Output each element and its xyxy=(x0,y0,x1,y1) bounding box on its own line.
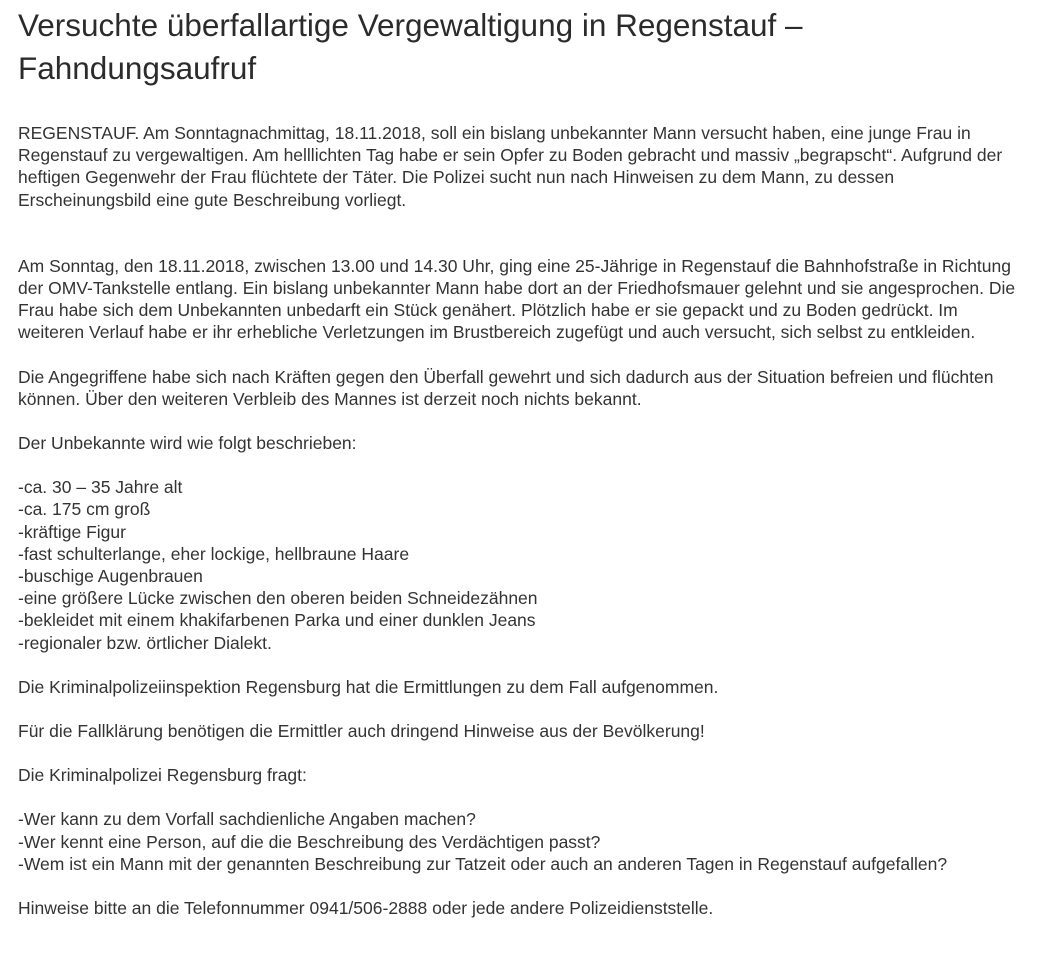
description-item-height: -ca. 175 cm groß xyxy=(18,499,151,520)
description-item-build: -kräftige Figur xyxy=(18,521,126,542)
spacer xyxy=(18,742,1028,764)
closing-paragraph: Hinweise bitte an die Telefonnummer 0941/506-2888 oder jede andere Polizeidienststelle. xyxy=(18,898,714,919)
description-item-eyebrows: -buschige Augenbrauen xyxy=(18,566,203,587)
article-body xyxy=(18,122,1028,919)
description-item-clothing: -bekleidet mit einem khakifarbenen Parka und einer dunklen Jeans xyxy=(18,610,536,631)
description-intro: Der Unbekannte wird wie folgt beschrieben: xyxy=(18,433,357,454)
spacer xyxy=(18,454,1028,476)
questions-list xyxy=(18,808,1028,875)
lead-paragraph: REGENSTAUF. Am Sonntagnachmittag, 18.11.2018, soll ein bislang unbekannter Mann versucht haben, eine junge Frau in Regenstauf zu vergewaltigen. Am helllichten Tag habe er sein Opfer zu Boden gebracht und massiv „begrapscht“. Aufgrund der heftigen Gegenwehr der Frau flüchtete der Täter. Die Polizei sucht nun nach Hinweisen zu dem Mann, zu dessen Erscheinungsbild eine gute Beschreibung vorliegt. xyxy=(18,123,1003,210)
question-item: -Wer kann zu dem Vorfall sachdienliche Angaben machen? xyxy=(18,809,476,830)
investigation-paragraph: Die Kriminalpolizeiinspektion Regensburg hat die Ermittlungen zu dem Fall aufgenommen. xyxy=(18,676,719,697)
description-item-age: -ca. 30 – 35 Jahre alt xyxy=(18,477,183,498)
spacer xyxy=(18,875,1028,897)
article-title: Versuchte überfallartige Vergewaltigung in Regenstauf – Fahndungsaufruf xyxy=(18,7,803,86)
appeal-paragraph: Für die Fallklärung benötigen die Ermittler auch dringend Hinweise aus der Bevölkerung! xyxy=(18,721,705,742)
incident-paragraph: Am Sonntag, den 18.11.2018, zwischen 13.00 und 14.30 Uhr, ging eine 25-Jährige in Regenstauf die Bahnhofstraße in Richtung der OMV-Tankstelle entlang. Ein bislang unbekannter Mann habe dort an der Friedhofsmauer gelehnt und sie angesprochen. Die Frau habe sich dem Unbekannten unbedarft ein Stück genähert. Plötzlich habe er sie gepackt und zu Boden gedrückt. Im weiteren Verlauf habe er ihr erhebliche Verletzungen im Brustbereich zugefügt und auch versucht, sich selbst zu entkleiden. xyxy=(18,255,1016,343)
description-list xyxy=(18,476,1028,654)
description-item-dialect: -regionaler bzw. örtlicher Dialekt. xyxy=(18,632,272,653)
escape-paragraph: Die Angegriffene habe sich nach Kräften gegen den Überfall gewehrt und sich dadurch aus der Situation befreien und flüchten können. Über den weiteren Verbleib des Mannes ist derzeit noch nichts bekannt. xyxy=(18,366,994,409)
description-item-hair: -fast schulterlange, eher lockige, hellbraune Haare xyxy=(18,543,410,564)
spacer xyxy=(18,698,1028,720)
description-item-teeth: -eine größere Lücke zwischen den oberen beiden Schneidezähnen xyxy=(18,588,538,609)
question-item: -Wem ist ein Mann mit der genannten Beschreibung zur Tatzeit oder auch an anderen Tagen in Regenstauf aufgefallen? xyxy=(18,853,948,874)
article xyxy=(18,0,1028,919)
spacer xyxy=(18,410,1028,432)
spacer xyxy=(18,211,1028,255)
questions-intro: Die Kriminalpolizei Regensburg fragt: xyxy=(18,765,307,786)
spacer xyxy=(18,344,1028,366)
question-item: -Wer kennt eine Person, auf die die Beschreibung des Verdächtigen passt? xyxy=(18,831,601,852)
spacer xyxy=(18,654,1028,676)
spacer xyxy=(18,786,1028,808)
